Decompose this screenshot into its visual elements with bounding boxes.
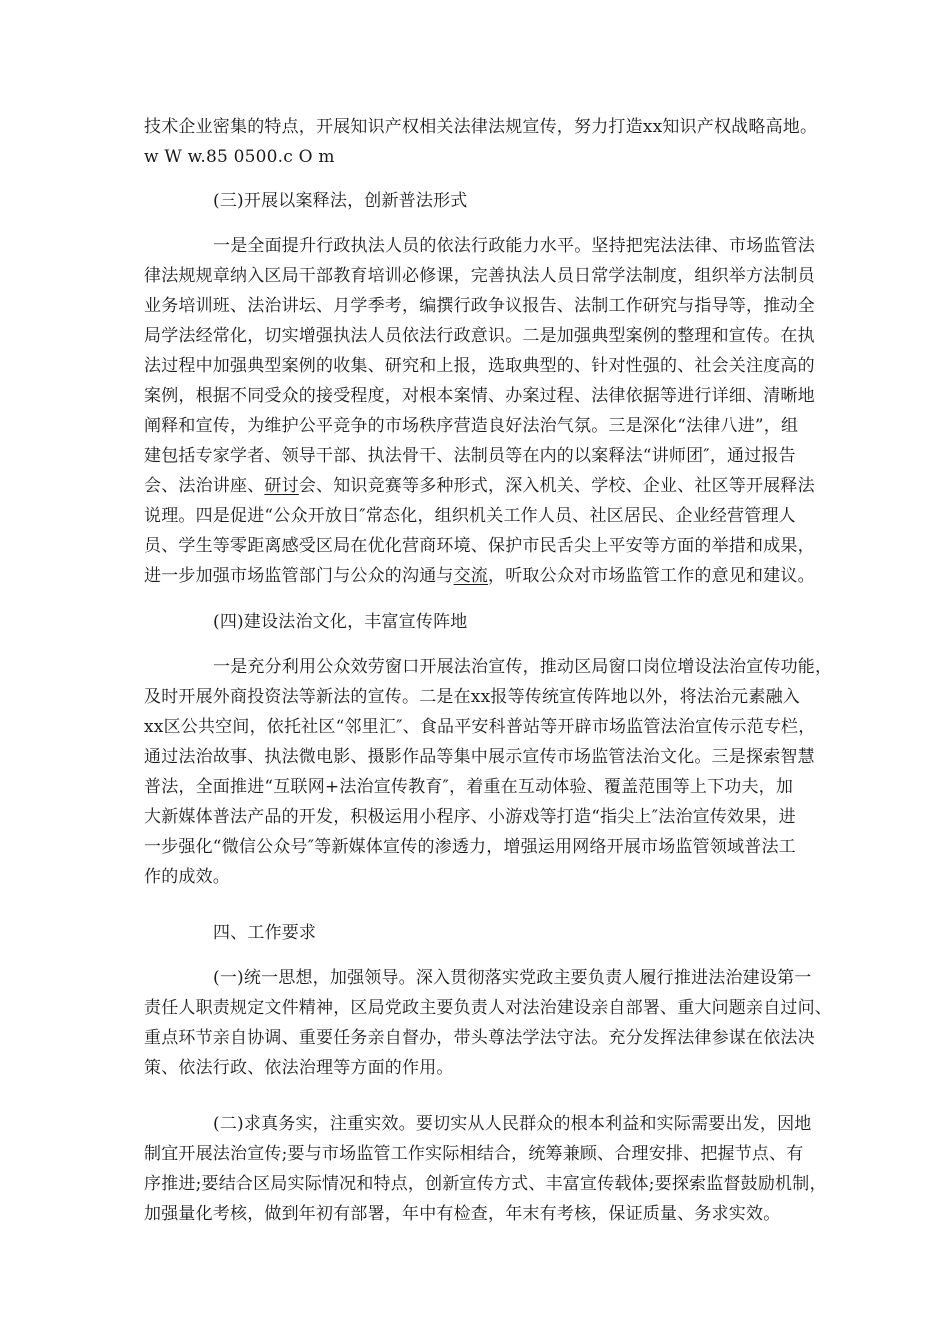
link-yantao[interactable]: 研讨: [264, 476, 299, 496]
part-4-p2-line-2: 制宜开展法治宣传;要与市场监管工作实际相结合，统筹兼顾、合理安排、把握节点、有: [144, 1144, 804, 1164]
section-3-heading: (三)开展以案释法，创新普法形式: [213, 191, 468, 211]
part-4-p2-line-3: 序推进;要结合区局实际情况和特点，创新宣传方式、丰富宣传载体;要探索监督鼓励机制，: [144, 1174, 827, 1194]
section-4-line-7: 一步强化“微信公众号″等新媒体宣传的渗透力，增强运用网络开展市场监管领域普法工: [144, 837, 796, 857]
section-3-line-1: 一是全面提升行政执法人员的依法行政能力水平。坚持把宪法法律、市场监管法: [213, 236, 815, 256]
section-4-line-6: 大新媒体普法产品的开发，积极运用小程序、小游戏等打造“指尖上″法治宣传效果，进: [144, 807, 796, 827]
part-4-p1-line-2: 责任人职责规定文件精神，区局党政主要负责人对法治建设亲自部署、重大问题亲自过问、: [144, 998, 832, 1018]
section-3-line-12-end: ，听取公众对市场监管工作的意见和建议。: [488, 566, 815, 586]
section-4-line-8: 作的成效。: [144, 867, 230, 887]
section-3-line-12: [144, 565, 815, 587]
part-4-p2-line-1: (二)求真务实，注重实效。要切实从人民群众的根本利益和实际需要出发，因地: [213, 1114, 812, 1134]
section-3-line-4: 局学法经常化，切实增强执法人员依法行政意识。二是加强典型案例的整理和宣传。在执: [144, 326, 815, 346]
section-4-line-4: 通过法治故事、执法微电影、摄影作品等集中展示宣传市场监管法治文化。三是探索智慧: [144, 747, 815, 767]
section-3-line-9-end: 会、知识竞赛等多种形式，深入机关、学校、企业、社区等开展释法: [298, 476, 815, 496]
section-3-line-5: 法过程中加强典型案例的收集、研究和上报，选取典型的、针对性强的、社会关注度高的: [144, 356, 815, 376]
section-4-line-3: xx区公共空间，依托社区“邻里汇″、食品平安科普站等开辟市场监管法治宣传示范专栏，: [144, 717, 816, 737]
section-4-heading: (四)建设法治文化，丰富宣传阵地: [213, 612, 468, 632]
section-3-line-11: 员、学生等零距离感受区局在优化营商环境、保护市民舌尖上平安等方面的举措和成果，: [144, 536, 815, 556]
section-3-line-7: 阐释和宣传，为维护公平竞争的市场秩序营造良好法治气氛。三是深化“法律八进”，组: [144, 416, 799, 436]
section-3-line-8: 建包括专家学者、领导干部、执法骨干、法制员等在内的以案释法“讲师团″，通过报告: [144, 446, 796, 466]
part-4-p1-line-1: (一)统一思想，加强领导。深入贯彻落实党政主要负责人履行推进法治建设第一: [213, 968, 812, 988]
part-4-heading: 四、工作要求: [213, 923, 317, 943]
section-3-line-9-start: 会、法治讲座、: [144, 476, 265, 496]
section-3-line-10: 说理。四是促进“公众开放日″常态化，组织机关工作人员、社区居民、企业经营管理人: [144, 506, 796, 526]
part-4-p1-line-3: 重点环节亲自协调、重要任务亲自督办，带头尊法学法守法。充分发挥法律参谋在依法决: [144, 1028, 815, 1048]
section-3-line-9: [144, 475, 815, 497]
part-4-p2-line-4: 加强量化考核，做到年初有部署，年中有检查，年末有考核，保证质量、务求实效。: [144, 1204, 781, 1224]
intro-line-2: w W w.85 0500.c O m: [144, 147, 335, 167]
section-3-line-3: 业务培训班、法治讲坛、月学季考，编撰行政争议报告、法制工作研究与指导等，推动全: [144, 296, 815, 316]
section-4-line-2: 及时开展外商投资法等新法的宣传。二是在xx报等传统宣传阵地以外，将法治元素融入: [144, 687, 800, 707]
link-jiaoliu[interactable]: 交流: [453, 566, 489, 586]
intro-line-1: 技术企业密集的特点，开展知识产权相关法律法规宣传，努力打造xx知识产权战略高地。: [144, 117, 818, 137]
section-3-line-6: 案例，根据不同受众的接受程度，对根本案情、办案过程、法律依据等进行详细、清晰地: [144, 386, 815, 406]
section-3-line-12-start: 进一步加强市场监管部门与公众的沟通与: [144, 566, 454, 586]
section-4-line-5: 普法，全面推进“互联网+法治宣传教育″，着重在互动体验、覆盖范围等上下功夫，加: [144, 777, 794, 797]
part-4-p1-line-4: 策、依法行政、依法治理等方面的作用。: [144, 1058, 454, 1078]
section-3-line-2: 律法规规章纳入区局干部教育培训必修课，完善执法人员日常学法制度，组织举方法制员: [144, 266, 815, 286]
section-4-line-1: 一是充分利用公众效劳窗口开展法治宣传，推动区局窗口岗位增设法治宣传功能，: [213, 657, 833, 677]
